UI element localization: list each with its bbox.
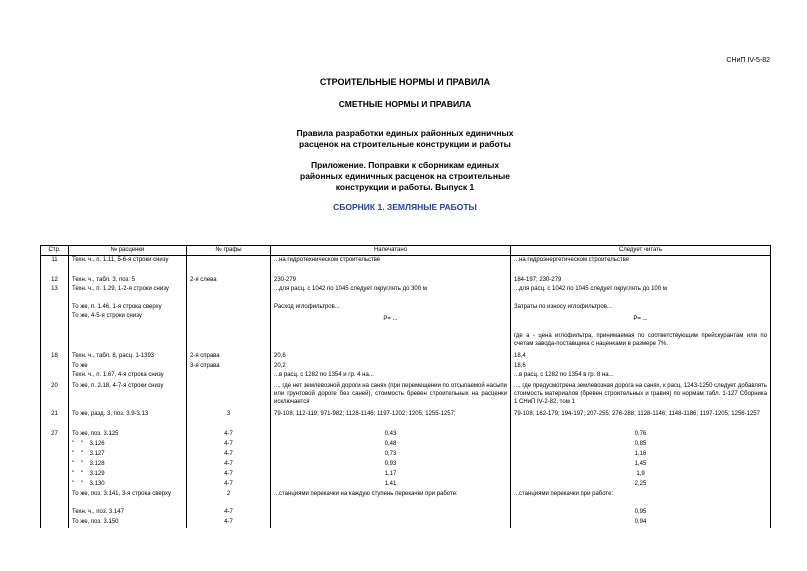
- cell-page: [41, 371, 69, 382]
- cell-read: 1,9: [511, 470, 771, 480]
- cell-read: 18,6: [511, 362, 771, 371]
- cell-ref: " " 3.129: [69, 470, 187, 480]
- table-row: [41, 470, 771, 480]
- col-header-column: № графы: [187, 246, 271, 256]
- table-row: [41, 518, 771, 528]
- table-row: [41, 410, 771, 430]
- cell-printed: ...для расц. с 1042 по 1045 следует округлять до 300 м: [271, 285, 511, 303]
- cell-column: [187, 382, 271, 410]
- cell-page: [41, 490, 69, 508]
- cell-column: [187, 303, 271, 312]
- cell-page: [41, 332, 69, 352]
- table-header: [41, 246, 771, 256]
- table-row: [41, 371, 771, 382]
- cell-printed: ...в расц. с 1282 по 1354 и гр. 4 на...: [271, 371, 511, 382]
- cell-printed: 230-279: [271, 276, 511, 285]
- cell-printed: Расход иглофильтров...: [271, 303, 511, 312]
- cell-page: 13: [41, 285, 69, 303]
- cell-page: 21: [41, 410, 69, 430]
- cell-column: 4-7: [187, 470, 271, 480]
- cell-page: [41, 450, 69, 460]
- table-row: [41, 285, 771, 303]
- cell-read: ...для расц. с 1042 по 1045 следует округлять до 100 м: [511, 285, 771, 303]
- cell-column: [187, 285, 271, 303]
- title-rules-line-2: расценок на строительные конструкции и работы: [299, 139, 511, 149]
- table-row: [41, 440, 771, 450]
- table-row: [41, 382, 771, 410]
- cell-printed: [271, 332, 511, 352]
- collection-title: СБОРНИК 1. ЗЕМЛЯНЫЕ РАБОТЫ: [333, 202, 477, 212]
- cell-ref: " " 3.127: [69, 450, 187, 460]
- cell-page: [41, 508, 69, 518]
- cell-column: 4-7: [187, 480, 271, 490]
- cell-ref: То же, поз. 3.141, 3-я строка сверху: [69, 490, 187, 508]
- cell-column: 3-я справа: [187, 362, 271, 371]
- cell-read: 0,95: [511, 508, 771, 518]
- cell-column: 2-я слева: [187, 276, 271, 285]
- cell-page: 20: [41, 382, 69, 410]
- cell-read: где а - цена иглофильтра, принимаемая по соответствующим прейскурантам или по счетам завода-поставщика с наценками в размере 7%.: [511, 332, 771, 352]
- title-estimate-norms: СМЕТНЫЕ НОРМЫ И ПРАВИЛА: [338, 99, 472, 109]
- cell-ref: То же, поз. 3.125: [69, 430, 187, 440]
- cell-printed: 1,17: [271, 470, 511, 480]
- cell-page: [41, 312, 69, 332]
- cell-ref: То же: [69, 362, 187, 371]
- cell-read: 0,94: [511, 518, 771, 528]
- cell-ref: " " 3.126: [69, 440, 187, 450]
- cell-read: ...станциями перекачки при работе:: [511, 490, 771, 508]
- cell-page: [41, 460, 69, 470]
- cell-ref: [69, 332, 187, 352]
- title-building-norms: СТРОИТЕЛЬНЫЕ НОРМЫ И ПРАВИЛА: [319, 77, 491, 87]
- cell-ref: Техн. ч., табл. 8, расц. 1-1393: [69, 352, 187, 362]
- cell-page: [41, 480, 69, 490]
- table-row: [41, 256, 771, 276]
- cell-column: [187, 256, 271, 276]
- table-row: [41, 508, 771, 518]
- col-header-printed: Напечатано: [271, 246, 511, 256]
- cell-ref: " " 3.128: [69, 460, 187, 470]
- cell-column: [187, 371, 271, 382]
- table-row: [41, 352, 771, 362]
- cell-read: ..., где предусмотрена землевозная дорога на санях, к расц. 1243-1250 следует добавлять стоимость материалов (бревен строительных и гравия) по нормам табл. 1-127 Сборника 1 СНиП IV-2-82, том 1: [511, 382, 771, 410]
- cell-read: 2,25: [511, 480, 771, 490]
- cell-page: [41, 303, 69, 312]
- document-code: СНиП IV-5-82: [726, 57, 770, 64]
- title-rules: [220, 128, 590, 150]
- formula-read: Р= ...: [511, 312, 771, 332]
- cell-read: 0,76: [511, 430, 771, 440]
- table-row: [41, 450, 771, 460]
- cell-printed: 0,93: [271, 460, 511, 470]
- title-appendix: [220, 160, 590, 193]
- cell-column: 4-7: [187, 450, 271, 460]
- cell-read: ...на гидроэнергетическом строительстве: [511, 256, 771, 276]
- cell-ref: " " 3.130: [69, 480, 187, 490]
- cell-ref: То же, 4-5-я строки снизу: [69, 312, 187, 332]
- col-header-ref: № расценки: [69, 246, 187, 256]
- cell-column: 4-7: [187, 508, 271, 518]
- table-row: [41, 490, 771, 508]
- cell-printed: ...станциями перекачки на каждую ступень перекачки при работе:: [271, 490, 511, 508]
- cell-column: 2-я справа: [187, 352, 271, 362]
- cell-printed: 0,73: [271, 450, 511, 460]
- cell-column: 3: [187, 410, 271, 430]
- col-header-page: Стр.: [41, 246, 69, 256]
- cell-column: 4-7: [187, 518, 271, 528]
- cell-ref: Техн. ч., табл. 3, поз. 5: [69, 276, 187, 285]
- table-row: [41, 312, 771, 332]
- cell-printed: ..., где нет землевозной дороги на санях (при перемещении по отсыпаемой насыпи или грунтовой дороге без саней), стоимость бревен строительных на расценки исключается: [271, 382, 511, 410]
- cell-printed: ...на гидротехническом строительстве: [271, 256, 511, 276]
- cell-read: 184-197; 230-279: [511, 276, 771, 285]
- cell-page: [41, 440, 69, 450]
- cell-column: 4-7: [187, 440, 271, 450]
- cell-read: 79-108; 162-179; 194-197; 207-255; 276-288; 1128-1146; 1148-1186; 1197-1205; 1256-1257: [511, 410, 771, 430]
- cell-read: 0,85: [511, 440, 771, 450]
- cell-printed: 0,48: [271, 440, 511, 450]
- cell-column: 4-7: [187, 430, 271, 440]
- cell-printed: 0,43: [271, 430, 511, 440]
- cell-page: [41, 470, 69, 480]
- table-row: [41, 480, 771, 490]
- cell-read: 18,4: [511, 352, 771, 362]
- title-appendix-line-1: Приложение. Поправки к сборникам единых: [310, 160, 500, 170]
- formula-printed: Р= ...: [271, 312, 511, 332]
- table-row: [41, 362, 771, 371]
- col-header-read: Следует читать: [511, 246, 771, 256]
- cell-ref: Техн. ч., п. 1.67, 4-я строка снизу: [69, 371, 187, 382]
- cell-page: [41, 518, 69, 528]
- cell-column: 2: [187, 490, 271, 508]
- cell-ref: То же, разд. 3, поз. 3.9-3.13: [69, 410, 187, 430]
- cell-ref: То же, поз. 3.150: [69, 518, 187, 528]
- cell-page: 27: [41, 430, 69, 440]
- table-row: [41, 430, 771, 440]
- cell-printed: [271, 508, 511, 518]
- cell-printed: [271, 518, 511, 528]
- cell-ref: То же, п. 2.18, 4-7-я строки снизу: [69, 382, 187, 410]
- title-appendix-line-2: районных единичных расценок на строительные: [300, 171, 510, 181]
- table-row: [41, 332, 771, 352]
- cell-printed: 79-108; 112-119; 971-982; 1128-1146; 1197-1202; 1205; 1255-1257;: [271, 410, 511, 430]
- cell-column: [187, 312, 271, 332]
- cell-ref: Техн. ч., п. 1.29, 1-2-я строки снизу: [69, 285, 187, 303]
- cell-ref: То же, п. 1.46, 1-я строка сверху: [69, 303, 187, 312]
- cell-ref: Техн. ч., поз. 3.147: [69, 508, 187, 518]
- title-rules-line-1: Правила разработки единых районных единичных: [296, 128, 514, 138]
- cell-page: 11: [41, 256, 69, 276]
- cell-ref: Техн. ч., п. 1.11, 5-6-я строки снизу: [69, 256, 187, 276]
- cell-read: 1,16: [511, 450, 771, 460]
- corrections-table: [40, 245, 771, 528]
- cell-page: [41, 362, 69, 371]
- cell-read: 1,45: [511, 460, 771, 470]
- cell-column: [187, 332, 271, 352]
- cell-read: ...в расц. с 1282 по 1354 в гр. 8 на...: [511, 371, 771, 382]
- cell-page: 18: [41, 352, 69, 362]
- cell-printed: 20,2: [271, 362, 511, 371]
- cell-column: 4-7: [187, 460, 271, 470]
- title-appendix-line-3: конструкции и работы. Выпуск 1: [335, 182, 475, 192]
- table-row: [41, 276, 771, 285]
- cell-printed: 1,41: [271, 480, 511, 490]
- cell-printed: 20,6: [271, 352, 511, 362]
- cell-page: 12: [41, 276, 69, 285]
- table-row: [41, 303, 771, 312]
- table-row: [41, 460, 771, 470]
- cell-read: Затраты по износу иглофильтров...: [511, 303, 771, 312]
